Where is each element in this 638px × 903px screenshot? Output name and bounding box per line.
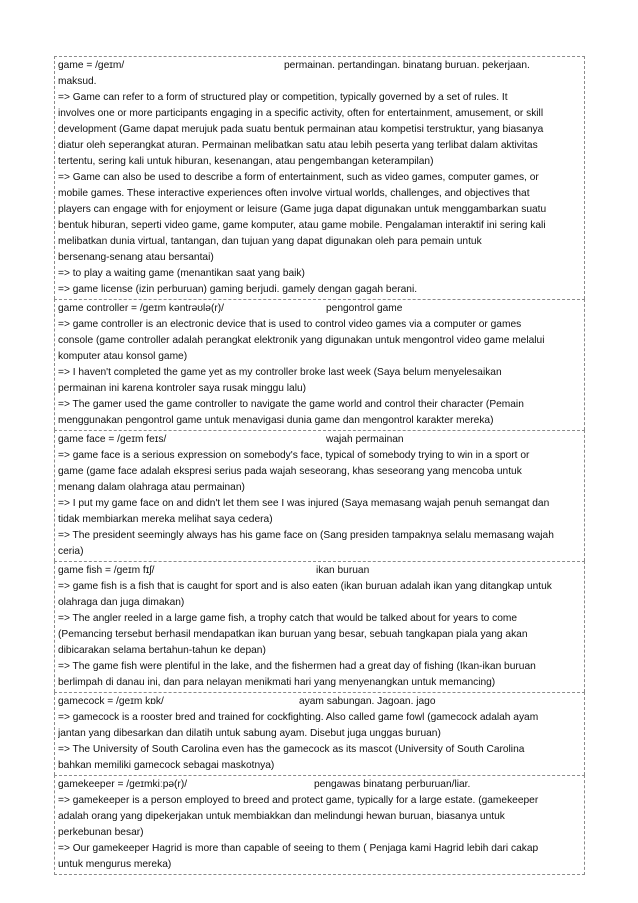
entry-text-line: => The game fish were plentiful in the lake, and the fishermen had a great day of fishing (Ikan-ikan buruan <box>58 661 536 672</box>
entry-text-line: perkebunan besar) <box>58 827 144 838</box>
entry-text-line: game (game face adalah ekspresi serius pada wajah seseorang, khas seseorang yang mencoba untuk <box>58 466 522 477</box>
entry-term: game = /geɪm/ <box>58 60 125 71</box>
entry-text-line: => I haven't completed the game yet as my controller broke last week (Saya belum menyelesaikan <box>58 367 502 378</box>
entry-text-line: menang dalam olahraga atau permainan) <box>58 482 245 493</box>
entry-header <box>58 563 581 579</box>
entry-text-line: berlimpah di danau ini, dan para nelayan menikmati hari yang menyenangkan untuk memancing) <box>58 677 496 688</box>
entry-translation: permainan. pertandingan. binatang buruan. pekerjaan. <box>284 60 530 71</box>
entry-text-line: => The gamer used the game controller to navigate the game world and control their character (Pemain <box>58 399 524 410</box>
dictionary-entry <box>54 692 585 775</box>
entry-text-line: => game fish is a fish that is caught for sport and is also eaten (ikan buruan adalah ikan yang ditangkap untuk <box>58 581 552 592</box>
entry-header <box>58 301 581 317</box>
entry-text-line: komputer atau konsol game) <box>58 351 188 362</box>
entry-term: game controller = /geɪm kəntrəʊlə(r)/ <box>58 303 224 314</box>
entry-translation: ikan buruan <box>316 565 370 576</box>
entry-text-line: players can engage with for enjoyment or leisure (Game juga dapat digunakan untuk menggambarkan suatu <box>58 204 547 215</box>
entry-translation: wajah permainan <box>326 434 404 445</box>
entry-text-line: bersenang-senang atau bersantai) <box>58 252 214 263</box>
entry-text-line: maksud. <box>58 76 97 87</box>
entry-text-line: tertentu, sering kali untuk hiburan, kesenangan, atau pengembangan keterampilan) <box>58 156 434 167</box>
entry-text-line: => game controller is an electronic device that is used to control video games via a computer or games <box>58 319 522 330</box>
entry-translation: ayam sabungan. Jagoan. jago <box>299 696 436 707</box>
entry-text-line: diatur oleh seperangkat aturan. Permainan melibatkan satu atau lebih peserta yang terlibat dalam aktivitas <box>58 140 538 151</box>
entry-text-line: bentuk hiburan, seperti video game, game komputer, atau game mobile. Pengalaman interaktif ini sering kali <box>58 220 546 231</box>
entry-header <box>58 432 581 448</box>
entry-text-line: => Our gamekeeper Hagrid is more than capable of seeing to them ( Penjaga kami Hagrid lebih dari cakap <box>58 843 539 854</box>
entry-text-line: untuk mengurus mereka) <box>58 859 172 870</box>
entry-term: game face = /geɪm feɪs/ <box>58 434 167 445</box>
entry-text-line: => game license (izin perburuan) gaming berjudi. gamely dengan gagah berani. <box>58 284 418 295</box>
entry-translation: pengawas binatang perburuan/liar. <box>314 779 471 790</box>
entry-text-line: menggunakan pengontrol game untuk menavigasi dunia game dan mengontrol karakter mereka) <box>58 415 494 426</box>
entry-text-line: console (game controller adalah perangkat elektronik yang digunakan untuk mengontrol video game melalui <box>58 335 545 346</box>
entry-text-line: involves one or more participants engaging in a specific activity, often for entertainment, amusement, or skill <box>58 108 544 119</box>
entry-text-line: => I put my game face on and didn't let them see I was injured (Saya memasang wajah penuh semangat dan <box>58 498 550 509</box>
entry-text-line: => Game can refer to a form of structured play or competition, typically governed by a set of rules. It <box>58 92 508 103</box>
entry-text-line: => to play a waiting game (menantikan saat yang baik) <box>58 268 305 279</box>
entry-translation: pengontrol game <box>326 303 403 314</box>
entry-header <box>58 58 581 74</box>
entry-term: gamekeeper = /geɪmkiːpə(r)/ <box>58 779 188 790</box>
entry-header <box>58 777 581 793</box>
entry-text-line: => game face is a serious expression on somebody's face, typical of somebody trying to win in a sport or <box>58 450 530 461</box>
entry-text-line: bahkan memiliki gamecock sebagai maskotnya) <box>58 760 275 771</box>
entry-text-line: dibicarakan selama bertahun-tahun ke depan) <box>58 645 266 656</box>
entry-text-line: melibatkan dunia virtual, tantangan, dan tujuan yang dapat digunakan oleh para pemain untuk <box>58 236 482 247</box>
entry-text-line: olahraga dan juga dimakan) <box>58 597 185 608</box>
entry-text-line: permainan ini karena kontroler saya rusak minggu lalu) <box>58 383 307 394</box>
entry-text-line: ceria) <box>58 546 84 557</box>
dictionary-entry <box>54 775 585 875</box>
entry-text-line: jantan yang dibesarkan dan dilatih untuk sabung ayam. Disebut juga unggas buruan) <box>58 728 441 739</box>
entry-term: game fish = /geɪm fɪʃ/ <box>58 565 155 576</box>
entry-text-line: development (Game dapat merujuk pada suatu bentuk permainan atau kompetisi terstruktur, yang biasanya <box>58 124 544 135</box>
entry-text-line: tidak membiarkan mereka melihat saya cedera) <box>58 514 273 525</box>
dictionary-entry <box>54 56 585 299</box>
entry-text-line: => The angler reeled in a large game fish, a trophy catch that would be talked about for years to come <box>58 613 518 624</box>
dictionary-document <box>54 56 585 875</box>
entry-text-line: => The president seemingly always has his game face on (Sang presiden tampaknya selalu memasang wajah <box>58 530 554 541</box>
entry-term: gamecock = /geɪm kɒk/ <box>58 696 164 707</box>
entry-header <box>58 694 581 710</box>
entry-text-line: (Pemancing tersebut berhasil mendapatkan ikan buruan yang besar, sebuah tangkapan piala yang akan <box>58 629 528 640</box>
entry-text-line: => The University of South Carolina even has the gamecock as its mascot (University of South Carolina <box>58 744 525 755</box>
dictionary-entry <box>54 299 585 430</box>
entry-text-line: => Game can also be used to describe a form of entertainment, such as video games, computer games, or <box>58 172 539 183</box>
entry-text-line: => gamecock is a rooster bred and trained for cockfighting. Also called game fowl (gamecock adalah ayam <box>58 712 539 723</box>
dictionary-entry <box>54 430 585 561</box>
entry-text-line: => gamekeeper is a person employed to breed and protect game, typically for a large estate. (gamekeeper <box>58 795 539 806</box>
entry-text-line: adalah orang yang dipekerjakan untuk membiakkan dan melindungi hewan buruan, biasanya untuk <box>58 811 505 822</box>
dictionary-entry <box>54 561 585 692</box>
entry-text-line: mobile games. These interactive experiences often involve virtual worlds, challenges, and objectives that <box>58 188 530 199</box>
